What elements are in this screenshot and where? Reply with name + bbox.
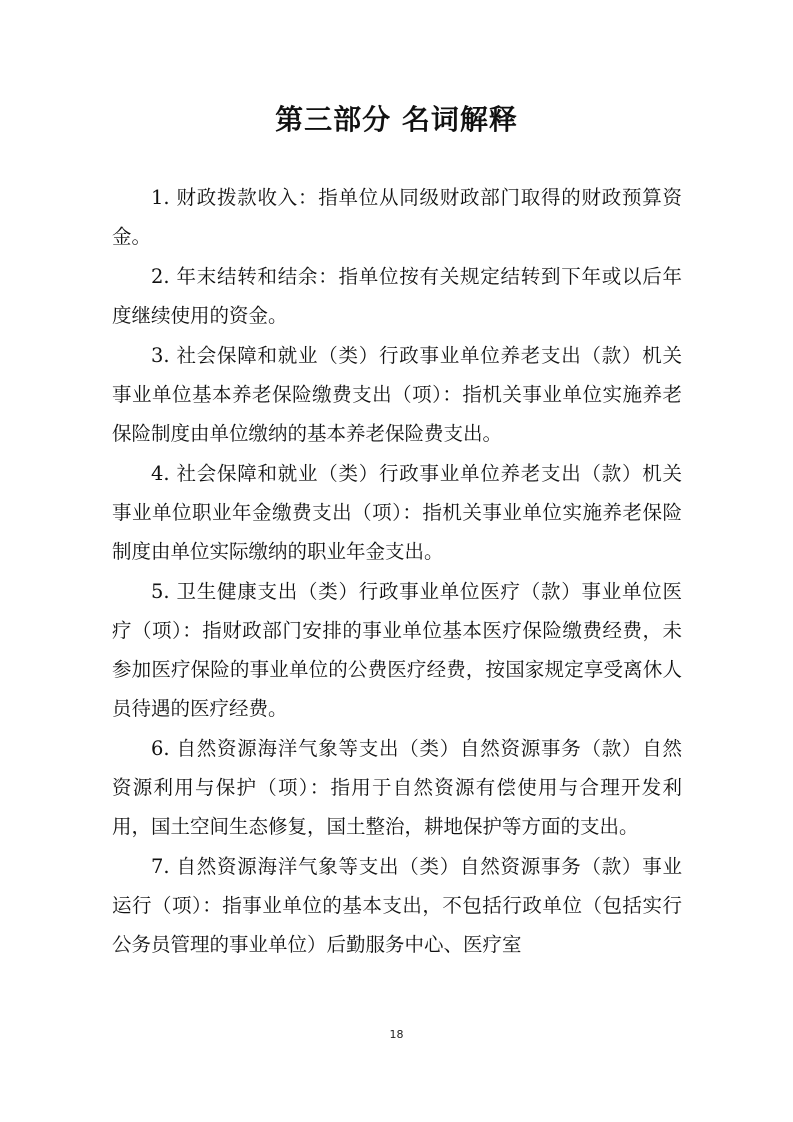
- definition-paragraph-2: 2. 年末结转和结余：指单位按有关规定结转到下年或以后年度继续使用的资金。: [112, 265, 682, 327]
- definition-paragraph-6: 6. 自然资源海洋气象等支出（类）自然资源事务（款）自然资源利用与保护（项）：指用于自然资源有偿使用与合理开发利用，国土空间生态修复，国土整治，耕地保护等方面的支出。: [112, 737, 682, 838]
- page-title: 第三部分 名词解释: [275, 103, 518, 136]
- page-number: 18: [389, 1028, 404, 1041]
- document-body: [112, 178, 682, 965]
- definition-paragraph-3: 3. 社会保障和就业（类）行政事业单位养老支出（款）机关事业单位基本养老保险缴费支出（项）：指机关事业单位实施养老保险制度由单位缴纳的基本养老保险费支出。: [112, 344, 682, 445]
- definition-paragraph-4: 4. 社会保障和就业（类）行政事业单位养老支出（款）机关事业单位职业年金缴费支出（项）：指机关事业单位实施养老保险制度由单位实际缴纳的职业年金支出。: [112, 462, 682, 563]
- definition-paragraph-1: 1. 财政拨款收入：指单位从同级财政部门取得的财政预算资金。: [112, 186, 682, 248]
- definition-paragraph-7: 7. 自然资源海洋气象等支出（类）自然资源事务（款）事业运行（项）：指事业单位的基本支出，不包括行政单位（包括实行公务员管理的事业单位）后勤服务中心、医疗室: [112, 855, 682, 956]
- definition-paragraph-5: 5. 卫生健康支出（类）行政事业单位医疗（款）事业单位医疗（项）：指财政部门安排的事业单位基本医疗保险缴费经费，未参加医疗保险的事业单位的公费医疗经费，按国家规定享受离休人员待遇的医疗经费。: [112, 580, 682, 720]
